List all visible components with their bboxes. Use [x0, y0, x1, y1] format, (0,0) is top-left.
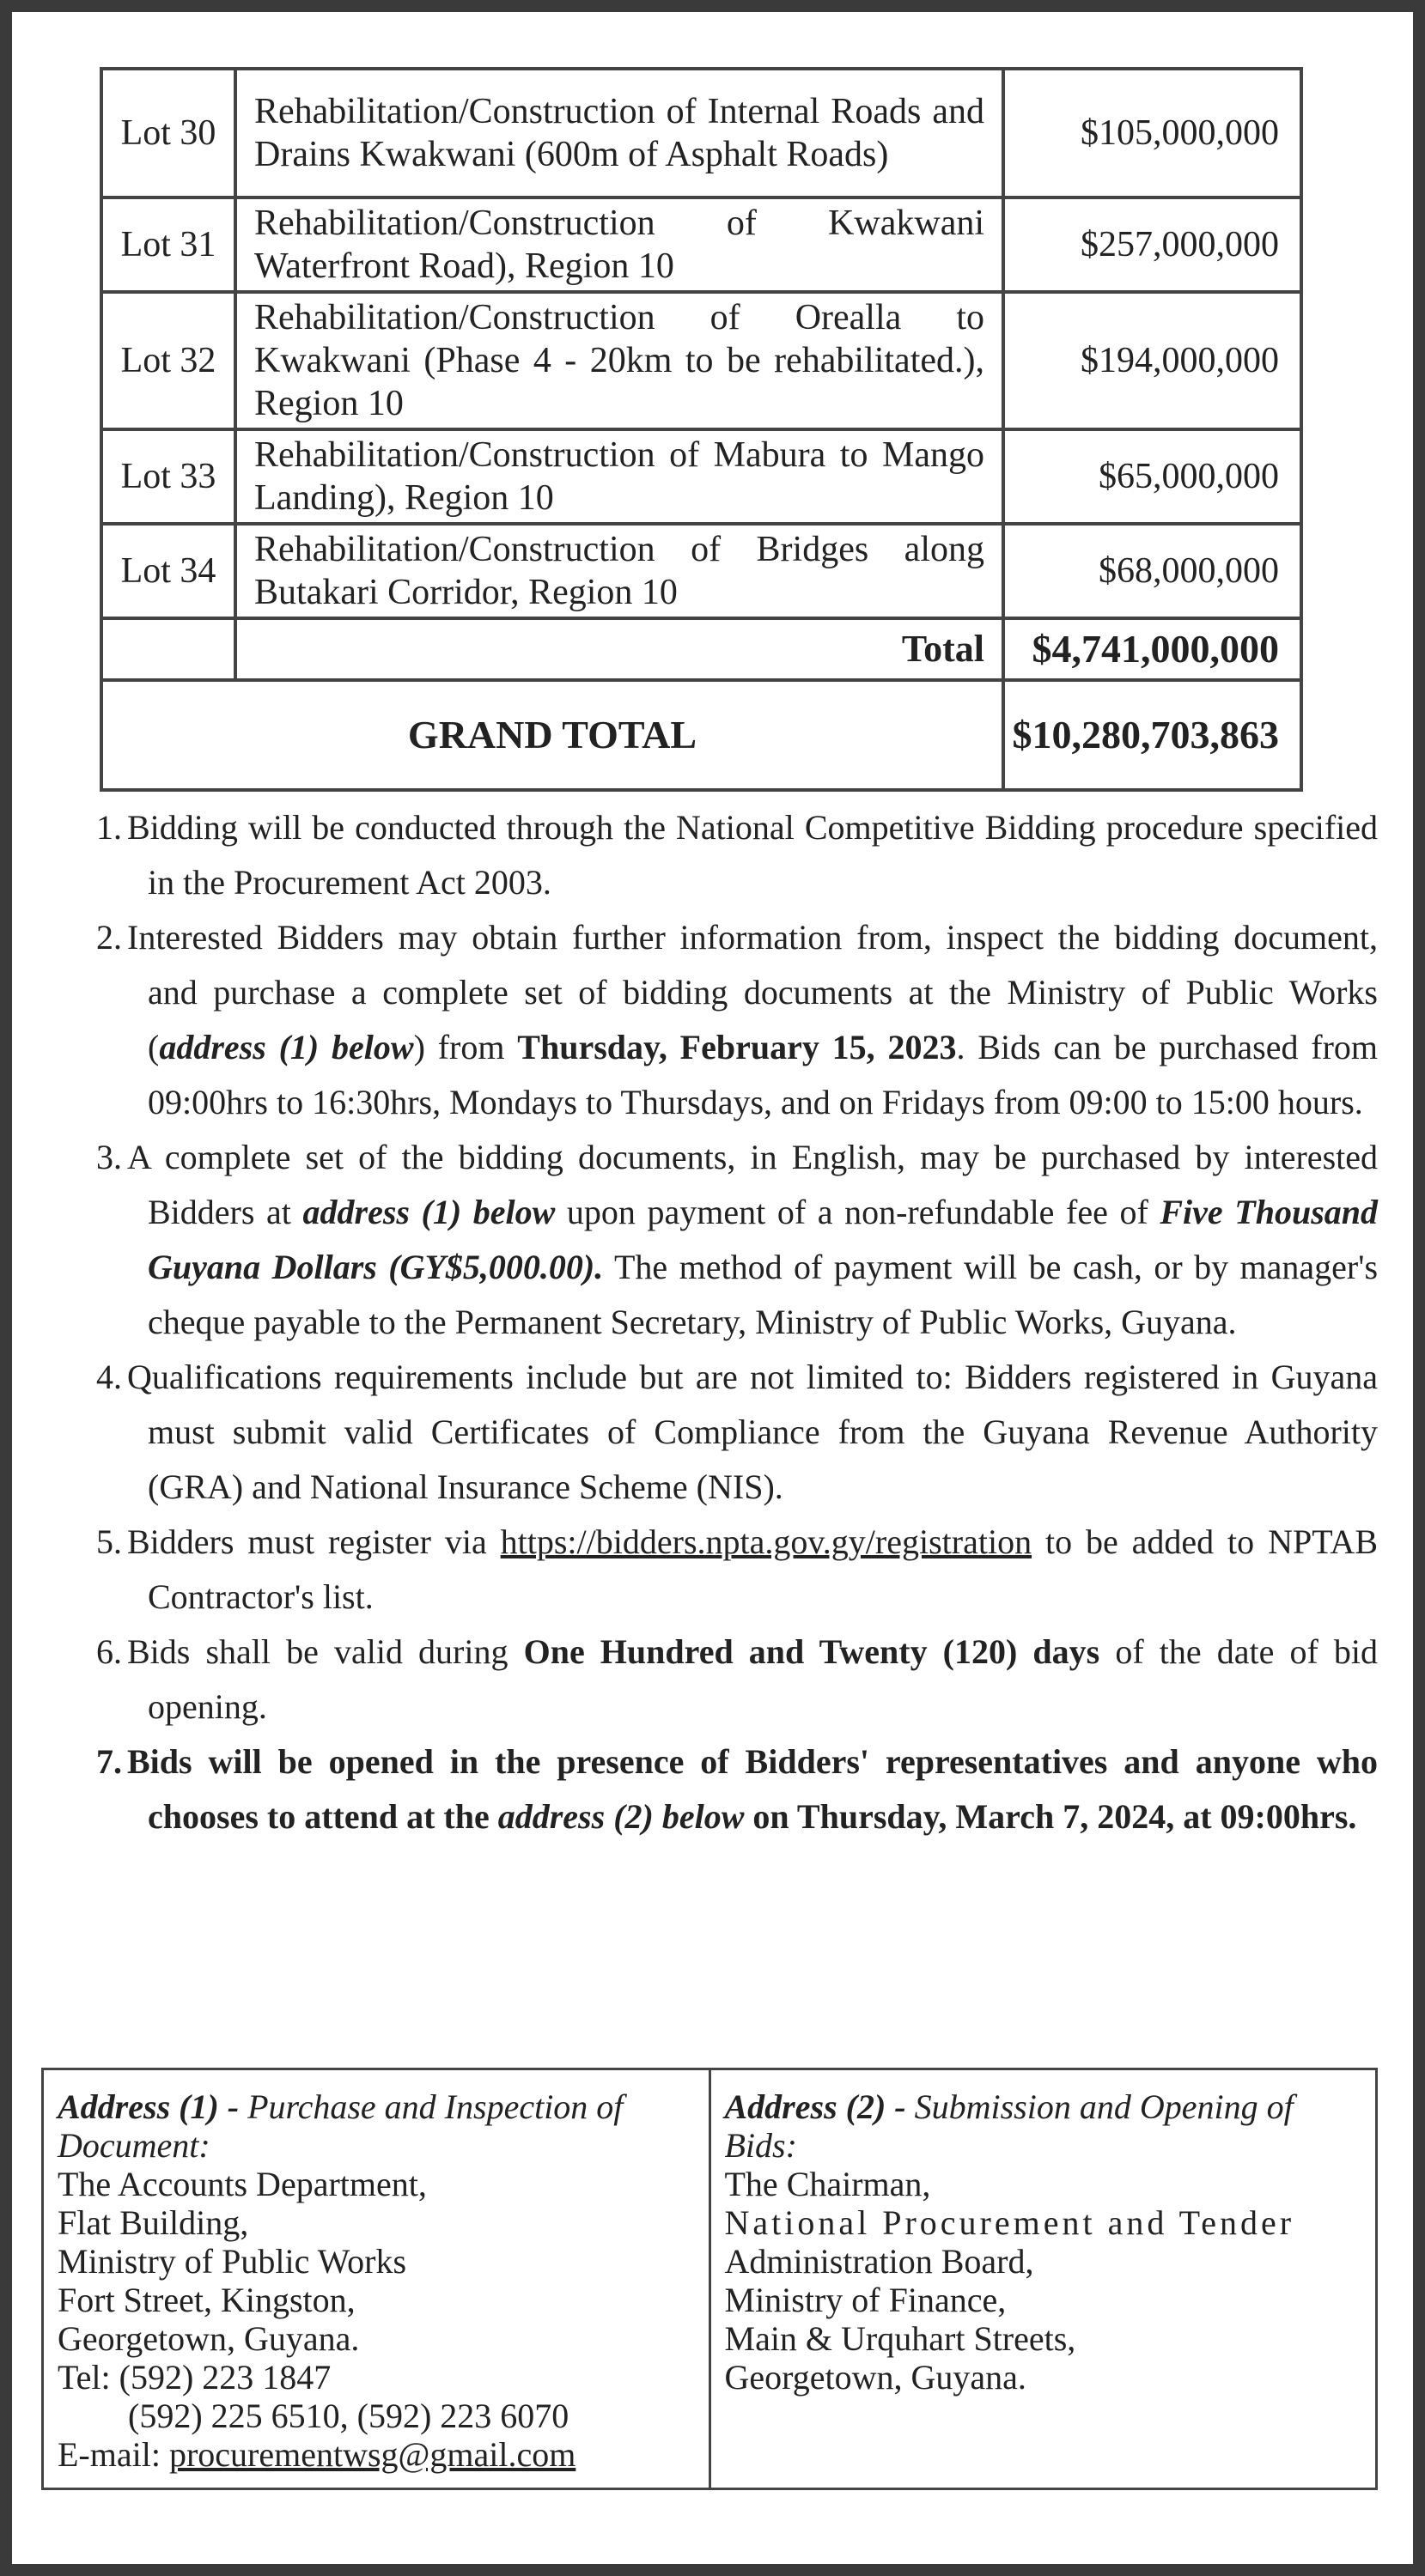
clause-text: The method of payment will be cash, or by manager's cheque payable to the Permanent Secretary, Ministry of Public Works, Guyana.: [148, 1248, 1379, 1341]
clause-2: [76, 910, 1378, 1130]
clause-4: [76, 1350, 1378, 1515]
lot-description: Rehabilitation/Construction of Internal Roads and Drains Kwakwani (600m of Asphalt Roads): [235, 69, 1003, 197]
address-line: National Procurement and Tender: [724, 2203, 1295, 2242]
clause-text: upon payment of a non-refundable fee of: [555, 1193, 1160, 1231]
lot-description: Rehabilitation/Construction of Mabura to Mango Landing), Region 10: [235, 429, 1003, 524]
total-row: [101, 618, 1301, 680]
lot-number: Lot 31: [101, 197, 235, 292]
address-1-cell: [43, 2069, 710, 2489]
lots-table: [100, 67, 1303, 792]
clause-number: 1.: [96, 808, 122, 847]
clause-text: Bidding will be conducted through the National Competitive Bidding procedure specified in the Procurement Act 2003.: [127, 808, 1378, 902]
clause-validity: One Hundred and Twenty (120) days: [523, 1632, 1100, 1671]
lot-amount: $68,000,000: [1003, 524, 1301, 618]
clause-text: Bidders must register via: [127, 1522, 501, 1561]
clause-text: Bids will be opened in the presence of Bidders' representatives and anyone who chooses to attend at the: [127, 1742, 1378, 1836]
address-table: [41, 2068, 1378, 2490]
table-row: [101, 69, 1301, 197]
lot-description: Rehabilitation/Construction of Orealla to Kwakwani (Phase 4 - 20km to be rehabilitated.), Region 10: [235, 292, 1003, 429]
clause-text: Bids shall be valid during: [127, 1632, 524, 1671]
clause-text: on Thursday, March 7, 2024, at 09:00hrs.: [744, 1797, 1357, 1836]
clause-text: Interested Bidders may obtain further information from, inspect the bidding document, and purchase a complete set of bidding documents at the Ministry of Public Works (: [127, 918, 1378, 1066]
clause-number: 5.: [96, 1522, 122, 1561]
address-2-subheading: Submission and Opening of Bids:: [724, 2087, 1294, 2165]
lot-description: Rehabilitation/Construction of Kwakwani Waterfront Road), Region 10: [235, 197, 1003, 292]
registration-link[interactable]: https://bidders.npta.gov.gy/registration: [500, 1522, 1032, 1561]
table-row: [101, 197, 1301, 292]
clause-fee: Five Thousand Guyana Dollars (GY$5,000.00).: [148, 1193, 1379, 1286]
table-row: [101, 292, 1301, 429]
lot-number: Lot 34: [101, 524, 235, 618]
clause-number: 4.: [96, 1358, 122, 1396]
lot-amount: $65,000,000: [1003, 429, 1301, 524]
lot-number: Lot 32: [101, 292, 235, 429]
clause-number: 2.: [96, 918, 122, 957]
total-amount: $4,741,000,000: [1003, 618, 1301, 680]
clause-text: Qualifications requirements include but are not limited to: Bidders registered in Guyana must submit valid Certificates of Compliance from the Guyana Revenue Authority (GRA) and National Insurance Scheme (NIS).: [127, 1358, 1378, 1506]
grand-total-amount: $10,280,703,863: [1003, 680, 1301, 790]
clause-emphasis: address (1) below: [159, 1028, 414, 1066]
lot-amount: $194,000,000: [1003, 292, 1301, 429]
total-label: Total: [235, 618, 1003, 680]
clause-3: [76, 1130, 1378, 1350]
address-2-cell: [709, 2069, 1377, 2489]
clause-number: 7.: [96, 1742, 122, 1781]
clause-date: Thursday, February 15, 2023: [517, 1028, 957, 1066]
lot-amount: $105,000,000: [1003, 69, 1301, 197]
email-label: E-mail:: [58, 2435, 169, 2474]
address-line: Administration Board,: [724, 2242, 1034, 2281]
address-line: Main & Urquhart Streets,: [724, 2319, 1076, 2358]
address-line: Flat Building,: [58, 2203, 249, 2242]
grand-total-label: GRAND TOTAL: [101, 680, 1003, 790]
address-phone-alt: (592) 225 6510, (592) 223 6070: [128, 2397, 569, 2435]
clause-7: [76, 1735, 1378, 1844]
address-line: Ministry of Finance,: [724, 2281, 1007, 2319]
address-line: Georgetown, Guyana.: [58, 2319, 360, 2358]
table-row: [101, 524, 1301, 618]
address-line: Fort Street, Kingston,: [58, 2281, 356, 2319]
email-link[interactable]: procurementwsg@gmail.com: [168, 2435, 576, 2474]
clause-number: 3.: [96, 1138, 122, 1176]
clause-emphasis: address (2) below: [497, 1797, 745, 1836]
lot-description: Rehabilitation/Construction of Bridges along Butakari Corridor, Region 10: [235, 524, 1003, 618]
address-line: The Chairman,: [724, 2165, 931, 2203]
grand-total-row: [101, 680, 1301, 790]
address-line: The Accounts Department,: [58, 2165, 427, 2203]
address-phone: Tel: (592) 223 1847: [58, 2358, 332, 2397]
clause-emphasis: address (1) below: [302, 1193, 556, 1231]
lot-number: Lot 33: [101, 429, 235, 524]
clause-text: ) from: [413, 1028, 518, 1066]
empty-cell: [101, 618, 235, 680]
address-1-subheading: Purchase and Inspection of Document:: [58, 2087, 624, 2165]
address-2-heading: Address (2) -: [724, 2087, 906, 2126]
lot-amount: $257,000,000: [1003, 197, 1301, 292]
clause-5: [76, 1515, 1378, 1625]
address-line: Ministry of Public Works: [58, 2242, 407, 2281]
address-line: Georgetown, Guyana.: [724, 2358, 1026, 2397]
table-row: [101, 429, 1301, 524]
clause-number: 6.: [96, 1632, 122, 1671]
lot-number: Lot 30: [101, 69, 235, 197]
clause-text: A complete set of the bidding documents, in English, may be purchased by interested Bidders at: [127, 1138, 1378, 1231]
clause-text: . Bids can be purchased from 09:00hrs to 16:30hrs, Mondays to Thursdays, and on Fridays from 09:00 to 15:00 hours.: [148, 1028, 1379, 1121]
clause-text: of the date of bid opening.: [148, 1632, 1379, 1726]
clauses-list: [76, 800, 1378, 1844]
address-1-heading: Address (1) -: [58, 2087, 240, 2126]
clause-6: [76, 1625, 1378, 1735]
clause-1: [76, 800, 1378, 910]
clause-text: to be added to NPTAB Contractor's list.: [148, 1522, 1378, 1616]
